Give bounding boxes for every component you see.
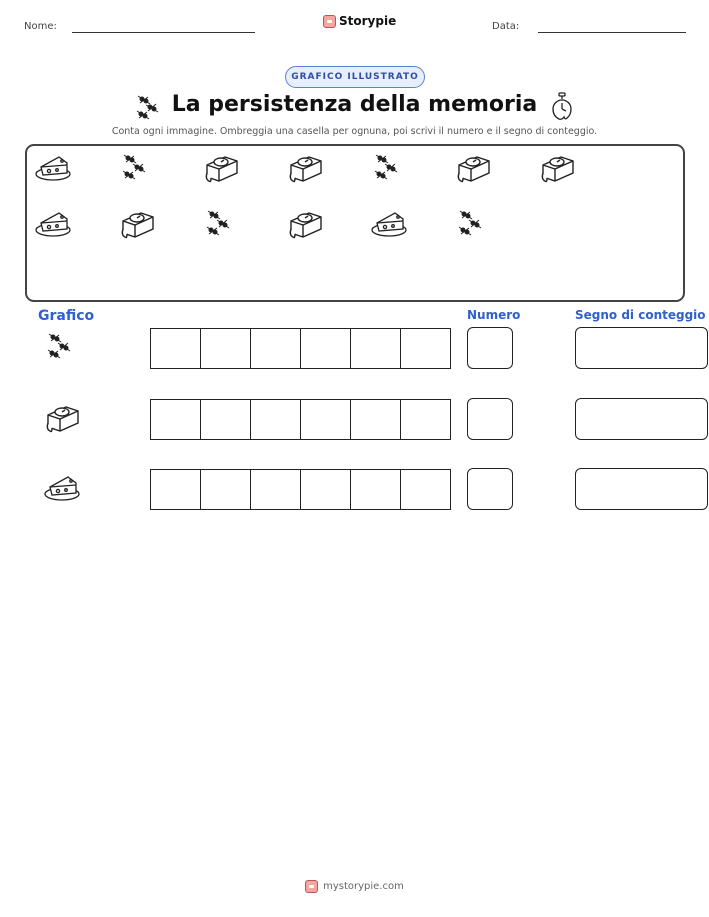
melting-clock-icon	[539, 151, 577, 185]
graph-cell[interactable]	[350, 328, 401, 369]
cheese-icon	[371, 207, 409, 241]
graph-cell[interactable]	[400, 399, 451, 440]
cheese-icon	[35, 207, 73, 241]
melting-clock-icon	[287, 151, 325, 185]
graph-cell[interactable]	[200, 469, 251, 510]
graph-cell[interactable]	[300, 399, 351, 440]
storypie-logo-icon	[323, 15, 336, 28]
brand-logo	[323, 14, 396, 28]
tally-box[interactable]	[575, 327, 708, 369]
footer	[0, 880, 709, 893]
ants-icon	[455, 207, 493, 241]
graph-cell[interactable]	[150, 328, 201, 369]
melting-clock-icon	[119, 207, 157, 241]
graph-cell[interactable]	[250, 399, 301, 440]
ants-icon	[119, 151, 157, 185]
storypie-logo-icon	[305, 880, 318, 893]
graph-cell[interactable]	[150, 399, 201, 440]
number-box[interactable]	[467, 327, 513, 369]
graph-cell[interactable]	[300, 469, 351, 510]
melting-clock-icon	[44, 401, 82, 435]
number-header: Numero	[467, 308, 521, 322]
graph-cell[interactable]	[200, 328, 251, 369]
tally-header: Segno di conteggio	[575, 308, 706, 322]
date-label: Data:	[492, 21, 520, 32]
page-title: La persistenza della memoria	[171, 92, 538, 117]
graph-cell[interactable]	[300, 328, 351, 369]
cheese-icon	[35, 151, 73, 185]
number-box[interactable]	[467, 468, 513, 510]
melting-clock-icon	[287, 207, 325, 241]
ants-icon	[44, 330, 82, 364]
ants-icon	[371, 151, 409, 185]
graph-cell[interactable]	[350, 399, 401, 440]
date-line[interactable]	[538, 32, 686, 33]
graph-cell[interactable]	[150, 469, 201, 510]
name-line[interactable]	[72, 32, 255, 33]
graph-cell[interactable]	[350, 469, 401, 510]
graph-cell[interactable]	[250, 328, 301, 369]
melting-clock-icon	[455, 151, 493, 185]
tally-box[interactable]	[575, 468, 708, 510]
graph-cell[interactable]	[250, 469, 301, 510]
melting-clock-icon	[203, 151, 241, 185]
graph-cell[interactable]	[200, 399, 251, 440]
name-label: Nome:	[24, 21, 57, 32]
tally-box[interactable]	[575, 398, 708, 440]
graph-cell[interactable]	[400, 328, 451, 369]
number-box[interactable]	[467, 398, 513, 440]
worksheet-type-badge: GRAFICO ILLUSTRATO	[285, 66, 425, 88]
instructions: Conta ogni immagine. Ombreggia una casella per ognuna, poi scrivi il numero e il segno di conteggio.	[111, 126, 598, 137]
footer-url[interactable]: mystorypie.com	[323, 881, 404, 892]
stopwatch-icon	[549, 92, 575, 122]
brand-name: Storypie	[339, 14, 397, 28]
graph-cell[interactable]	[400, 469, 451, 510]
ants-icon	[203, 207, 241, 241]
graph-title: Grafico	[38, 308, 95, 324]
cheese-icon	[44, 471, 82, 505]
